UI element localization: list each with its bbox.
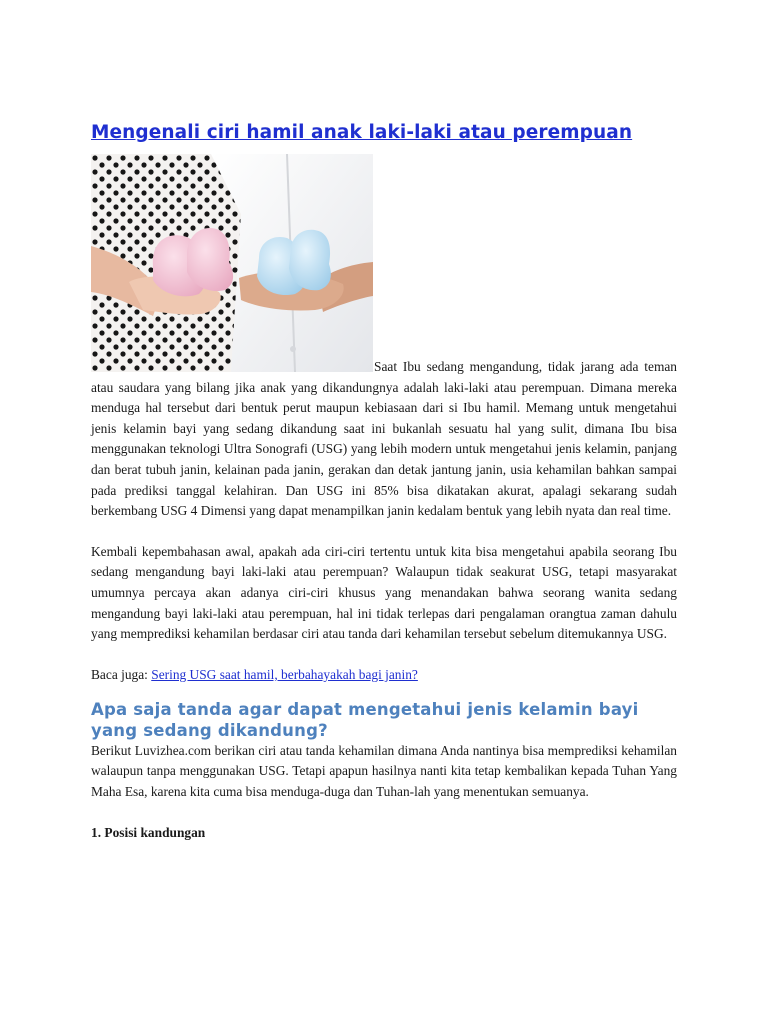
section-subheading: Apa saja tanda agar dapat mengetahui jenis kelamin bayi yang sedang dikandung?: [91, 699, 639, 740]
paragraph-third: Berikut Luvizhea.com berikan ciri atau tanda kehamilan dimana Anda nantinya bisa memprediksi kehamilan walaupun tanpa menggunakan USG. Tetapi apapun hasilnya nanti kita tetap kembalikan kepada Tuhan Yang Maha Esa, karena kita cuma bisa menduga-duga dan Tuhan-lah yang menentukan semuanya.: [91, 742, 677, 799]
heading-spacing: [91, 685, 677, 699]
paragraph-spacing: [91, 522, 677, 542]
paragraph-second: Kembali kepembahasan awal, apakah ada ciri-ciri tertentu untuk kita bisa mengetahui apabila seorang Ibu sedang mengandung bayi laki-laki atau perempuan? Walaupun tidak seakurat USG, tetapi masyarakat umumnya percaya akan adanya ciri-ciri khusus yang menandakan bahwa seorang wanita sedang mengandung bayi laki-laki atau perempuan, hal ini tidak terlepas dari pengalaman orangtua zaman dahulu yang memprediksi kehamilan berdasar ciri atau tanda dari kehamilan tersebut sebelum ditemukannya USG.: [91, 543, 677, 642]
baca-juga-link[interactable]: Sering USG saat hamil, berbahayakah bagi janin?: [151, 666, 418, 682]
section-title-posisi-kandungan: 1. Posisi kandungan: [91, 824, 206, 840]
paragraph-spacing: [91, 645, 677, 665]
baby-shoes-illustration: [91, 154, 373, 372]
baca-juga-label: Baca juga:: [91, 666, 148, 682]
baca-juga-line: [91, 665, 677, 685]
baby-shoes-photo: [91, 154, 373, 372]
article-title-link[interactable]: Mengenali ciri hamil anak laki-laki atau perempuan: [91, 122, 633, 143]
article: [91, 120, 677, 843]
paragraph-intro: Saat Ibu sedang mengandung, tidak jarang ada teman atau saudara yang bilang jika anak yang dikandungnya adalah laki-laki atau perempuan. Dimana mereka menduga hal tersebut dari bentuk perut maupun kebiasaan dari si Ibu hamil. Memang untuk mengetahui jenis kelamin bayi yang sedang dikandung saat ini bukanlah sesuatu hal yang sulit, dimana Ibu bisa menggunakan teknologi Ultra Sonografi (USG) yang lebih modern untuk mengetahui jenis kelamin, panjang dan berat tubuh janin, kelainan pada janin, gerakan dan detak jantung janin, usia kehamilan bahkan sampai pada prediksi tanggal kelahiran. Dan USG ini 85% bisa dikatakan akurat, apalagi sekarang sudah berkembang USG 4 Dimensi yang dapat menampilkan janin kedalam bentuk yang lebih nyata dan real time.: [91, 359, 677, 519]
paragraph-spacing: [91, 803, 677, 823]
figure-row: [91, 154, 677, 372]
